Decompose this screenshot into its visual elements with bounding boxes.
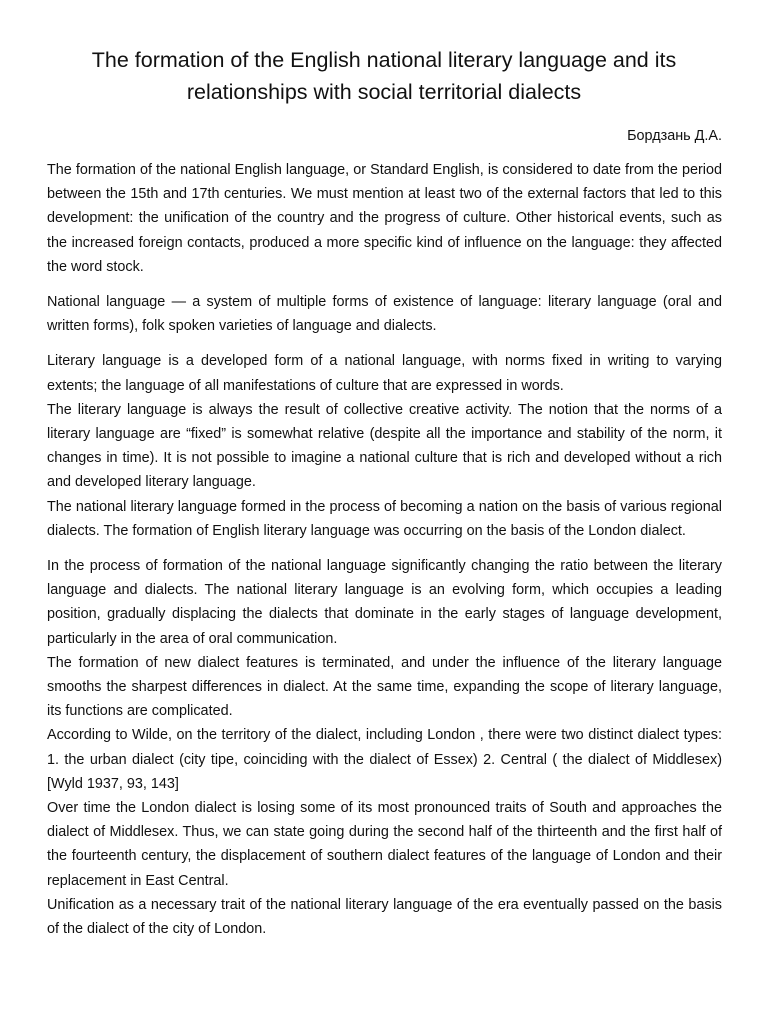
- paragraph: Literary language is a developed form of a national language, with norms fixed in writing to varying extents; the language of all manifestations of culture that are expressed in words.: [47, 353, 722, 394]
- paragraph: Unification as a necessary trait of the national literary language of the era eventually passed on the basis of the dialect of the city of London.: [47, 896, 722, 938]
- document-title: The formation of the English national literary language and its relationships with social territorial dialects: [91, 48, 677, 104]
- paragraph: The national literary language formed in the process of becoming a nation on the basis of various regional dialects. The formation of English literary language was occurring on the basis of the London dialect.: [47, 498, 722, 539]
- document-body: [47, 158, 722, 941]
- paragraph: Over time the London dialect is losing some of its most pronounced traits of South and approaches the dialect of Middlesex. Thus, we can state going during the second half of the thirteenth and the first half of the fourteenth century, the displacement of southern dialect features of the language of London and their replacement in East Central.: [47, 800, 722, 889]
- paragraph: The formation of new dialect features is terminated, and under the influence of the literary language smooths the sharpest differences in dialect. At the same time, expanding the scope of literary language, its functions are complicated.: [47, 654, 722, 720]
- paragraph: National language — a system of multiple forms of existence of language: literary language (oral and written forms), folk spoken varieties of language and dialects.: [47, 294, 722, 335]
- paragraph: The literary language is always the result of collective creative activity. The notion that the norms of a literary language are “fixed” is somewhat relative (despite all the importance and stability of the norm, it changes in time). It is not possible to imagine a national culture that is rich and developed without a rich and developed literary language.: [47, 401, 722, 491]
- paragraph: According to Wilde, on the territory of the dialect, including London , there were two distinct dialect types: 1. the urban dialect (city tipe, coinciding with the dialect of Essex) 2. Central ( the dialect of Middlesex) [Wyld 1937, 93, 143]: [47, 727, 722, 792]
- paragraph: In the process of formation of the national language significantly changing the ratio between the literary language and dialects. The national literary language is an evolving form, which occupies a leading position, gradually displacing the dialects that dominate in the early stages of language development, particularly in the area of oral communication.: [47, 558, 722, 647]
- author-name: Бордзань Д.А.: [627, 128, 722, 144]
- paragraph: The formation of the national English language, or Standard English, is considered to date from the period between the 15th and 17th centuries. We must mention at least two of the external factors that led to this development: the unification of the country and the progress of culture. Other historical events, such as the increased foreign contacts, produced a more specific kind of influence on the language: they affected the word stock.: [47, 162, 722, 275]
